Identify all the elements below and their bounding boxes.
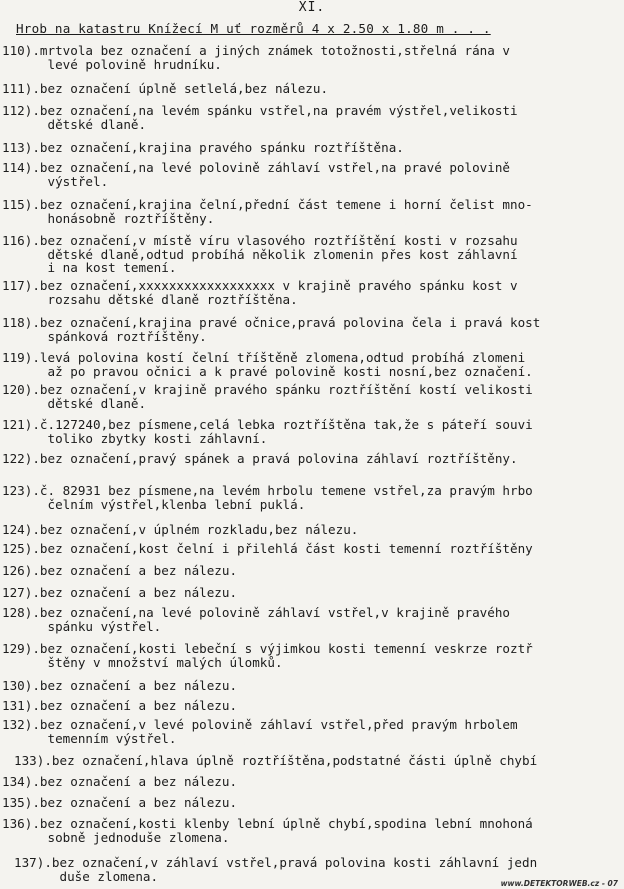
list-item [2, 141, 404, 155]
list-item [2, 351, 533, 378]
indent [2, 260, 48, 275]
entry-number: 132). [2, 717, 40, 732]
entry-number: 117). [2, 278, 40, 293]
list-item [2, 699, 237, 713]
indent [2, 364, 48, 379]
entry-text-continuation: spánková roztříštěny. [47, 328, 207, 344]
entry-number: 121). [2, 417, 40, 432]
entry-text-continuation: rozsahu dětské dlaně roztříštěna. [47, 291, 298, 307]
entry-number: 122). [2, 451, 40, 466]
list-item [2, 606, 510, 633]
entry-text: levá polovina kostí čelní tříštěně zlomena,odtud probíhá zlomeni [39, 350, 526, 365]
entry-text: mrtvola bez označení a jiných známek totožnosti,střelná rána v [39, 43, 511, 58]
list-item [2, 452, 518, 466]
indent [2, 830, 48, 845]
list-item [2, 564, 237, 578]
entry-text: bez označení,pravý spánek a pravá polovina záhlaví roztříštěny. [39, 451, 518, 466]
entry-text-continuation: štěny v množství malých úlomků. [47, 654, 283, 670]
list-item [14, 754, 537, 768]
entry-number: 113). [2, 140, 40, 155]
indent [2, 431, 48, 446]
list-item [2, 198, 533, 225]
entry-text: č. 82931 bez písmene,na levém hrbolu temene vstřel,za pravým hrbo [39, 483, 533, 498]
entry-text-continuation: levé polovině hrudníku. [47, 56, 222, 72]
entry-number: 133). [14, 753, 52, 768]
entry-number: 115). [2, 197, 40, 212]
entry-number: 125). [2, 541, 40, 556]
list-item [2, 44, 510, 71]
entry-number: 131). [2, 698, 40, 713]
list-item [2, 383, 533, 410]
entry-text: bez označení,krajina čelní,přední část temene i horní čelist mno- [39, 197, 533, 212]
entry-number: 127). [2, 585, 40, 600]
list-item [2, 234, 518, 275]
entry-text: bez označení,krajina pravé očnice,pravá polovina čela i pravá kost [39, 315, 541, 330]
list-item [2, 82, 328, 96]
list-item [2, 484, 533, 511]
indent [2, 174, 48, 189]
list-item [2, 718, 518, 745]
entry-text-continuation: i na kost temení. [47, 260, 177, 275]
entry-number: 124). [2, 522, 40, 537]
list-item [2, 586, 237, 600]
entry-text-continuation: toliko zbytky kosti záhlavní. [47, 430, 268, 446]
entry-text: bez označení,v krajině pravého spánku roztříštění kostí velikosti [39, 382, 533, 397]
indent [2, 619, 48, 634]
entry-number: 135). [2, 795, 40, 810]
entry-text-continuation: výstřel. [47, 173, 109, 189]
entry-text: bez označení,krajina pravého spánku roztříštěna. [39, 140, 404, 155]
indent [2, 396, 48, 411]
entry-number: 116). [2, 233, 40, 248]
entry-text: bez označení,na levé polovině záhlaví vstřel,v krajině pravého [39, 605, 511, 620]
entry-number: 129). [2, 641, 40, 656]
entry-text: bez označení,v levé polovině záhlaví vstřel,před pravým hrbolem [39, 717, 518, 732]
entry-number: 137). [14, 855, 52, 870]
indent [2, 497, 48, 512]
indent [2, 292, 48, 307]
entry-text-continuation: dětské dlaně. [47, 395, 147, 411]
indent [14, 869, 60, 884]
entry-text-continuation: spánku výstřel. [47, 618, 162, 634]
entry-text-continuation: až po pravou očnici a k pravé polovině kosti nosní,bez označení. [47, 363, 533, 379]
entry-number: 120). [2, 382, 40, 397]
list-item [2, 775, 237, 789]
list-item [2, 161, 510, 188]
indent [2, 329, 48, 344]
entry-text: bez označení,hlava úplně roztříštěna,podstatné části úplně chybí [51, 753, 538, 768]
list-item [2, 279, 518, 306]
list-item [2, 679, 237, 693]
page-roman-numeral: XI. [298, 0, 326, 15]
entry-text-continuation: sobně jednoduše zlomena. [47, 829, 230, 845]
page-heading: Hrob na katastru Knížecí M uť rozměrů 4 x 2.50 x 1.80 m . . . [16, 21, 491, 36]
entry-text: bez označení a bez nálezu. [39, 795, 238, 810]
entry-number: 118). [2, 315, 40, 330]
entry-text: bez označení a bez nálezu. [39, 563, 238, 578]
entry-number: 110). [2, 43, 40, 58]
watermark: www.DETEKTORWEB.cz - 07 [500, 879, 618, 888]
indent [2, 655, 48, 670]
list-item [2, 316, 540, 343]
entry-text: bez označení a bez nálezu. [39, 678, 238, 693]
entry-text: bez označení,v úplném rozkladu,bez nálezu. [39, 522, 359, 537]
entry-text: bez označení a bez nálezu. [39, 698, 238, 713]
entry-number: 134). [2, 774, 40, 789]
entry-number: 128). [2, 605, 40, 620]
entry-text-continuation: dětské dlaně,odtud probíhá několik zlomenin přes kost záhlavní [47, 246, 518, 262]
indent [2, 57, 48, 72]
entry-text-continuation: temenním výstřel. [47, 730, 177, 746]
entry-text: bez označení,kosti lebeční s výjimkou kosti temenní veskrze roztř [39, 641, 533, 656]
entry-number: 112). [2, 103, 40, 118]
list-item [2, 642, 533, 669]
entry-text: bez označení,kosti klenby lební úplně chybí,spodina lební mnohoná [39, 816, 533, 831]
list-item [2, 817, 533, 844]
entry-text: č.127240,bez písmene,celá lebka roztříštěna tak,že s páteří souvi [39, 417, 533, 432]
entry-number: 126). [2, 563, 40, 578]
list-item [2, 523, 358, 537]
entry-number: 114). [2, 160, 40, 175]
indent [2, 731, 48, 746]
entry-text: bez označení,xxxxxxxxxxxxxxxxxx v krajině pravého spánku kost v [39, 278, 518, 293]
list-item [2, 418, 533, 445]
entry-number: 130). [2, 678, 40, 693]
entry-number: 119). [2, 350, 40, 365]
entry-number: 111). [2, 81, 40, 96]
indent [2, 211, 48, 226]
entry-text: bez označení a bez nálezu. [39, 585, 238, 600]
list-item [2, 796, 237, 810]
entry-text-continuation: duše zlomena. [59, 868, 159, 884]
entry-text: bez označení,na levém spánku vstřel,na pravém výstřel,velikosti [39, 103, 518, 118]
entry-text-continuation: honásobně roztříštěny. [47, 210, 215, 226]
list-item [14, 856, 537, 883]
entry-text: bez označení,v místě víru vlasového roztříštění kosti v rozsahu [39, 233, 518, 248]
entry-text: bez označení,v záhlaví vstřel,pravá polovina kosti záhlavní jedn [51, 855, 538, 870]
entry-text: bez označení úplně setlelá,bez nálezu. [39, 81, 329, 96]
entry-text-continuation: dětské dlaně. [47, 116, 147, 132]
list-item [2, 542, 533, 556]
entry-text: bez označení,kost čelní i přilehlá část kosti temenní roztříštěny [39, 541, 533, 556]
entry-text: bez označení,na levé polovině záhlaví vstřel,na pravé polovině [39, 160, 511, 175]
entry-text-continuation: čelním výstřel,klenba lební puklá. [47, 496, 306, 512]
list-item [2, 104, 518, 131]
indent [2, 117, 48, 132]
entry-number: 136). [2, 816, 40, 831]
entry-number: 123). [2, 483, 40, 498]
entry-text: bez označení a bez nálezu. [39, 774, 238, 789]
